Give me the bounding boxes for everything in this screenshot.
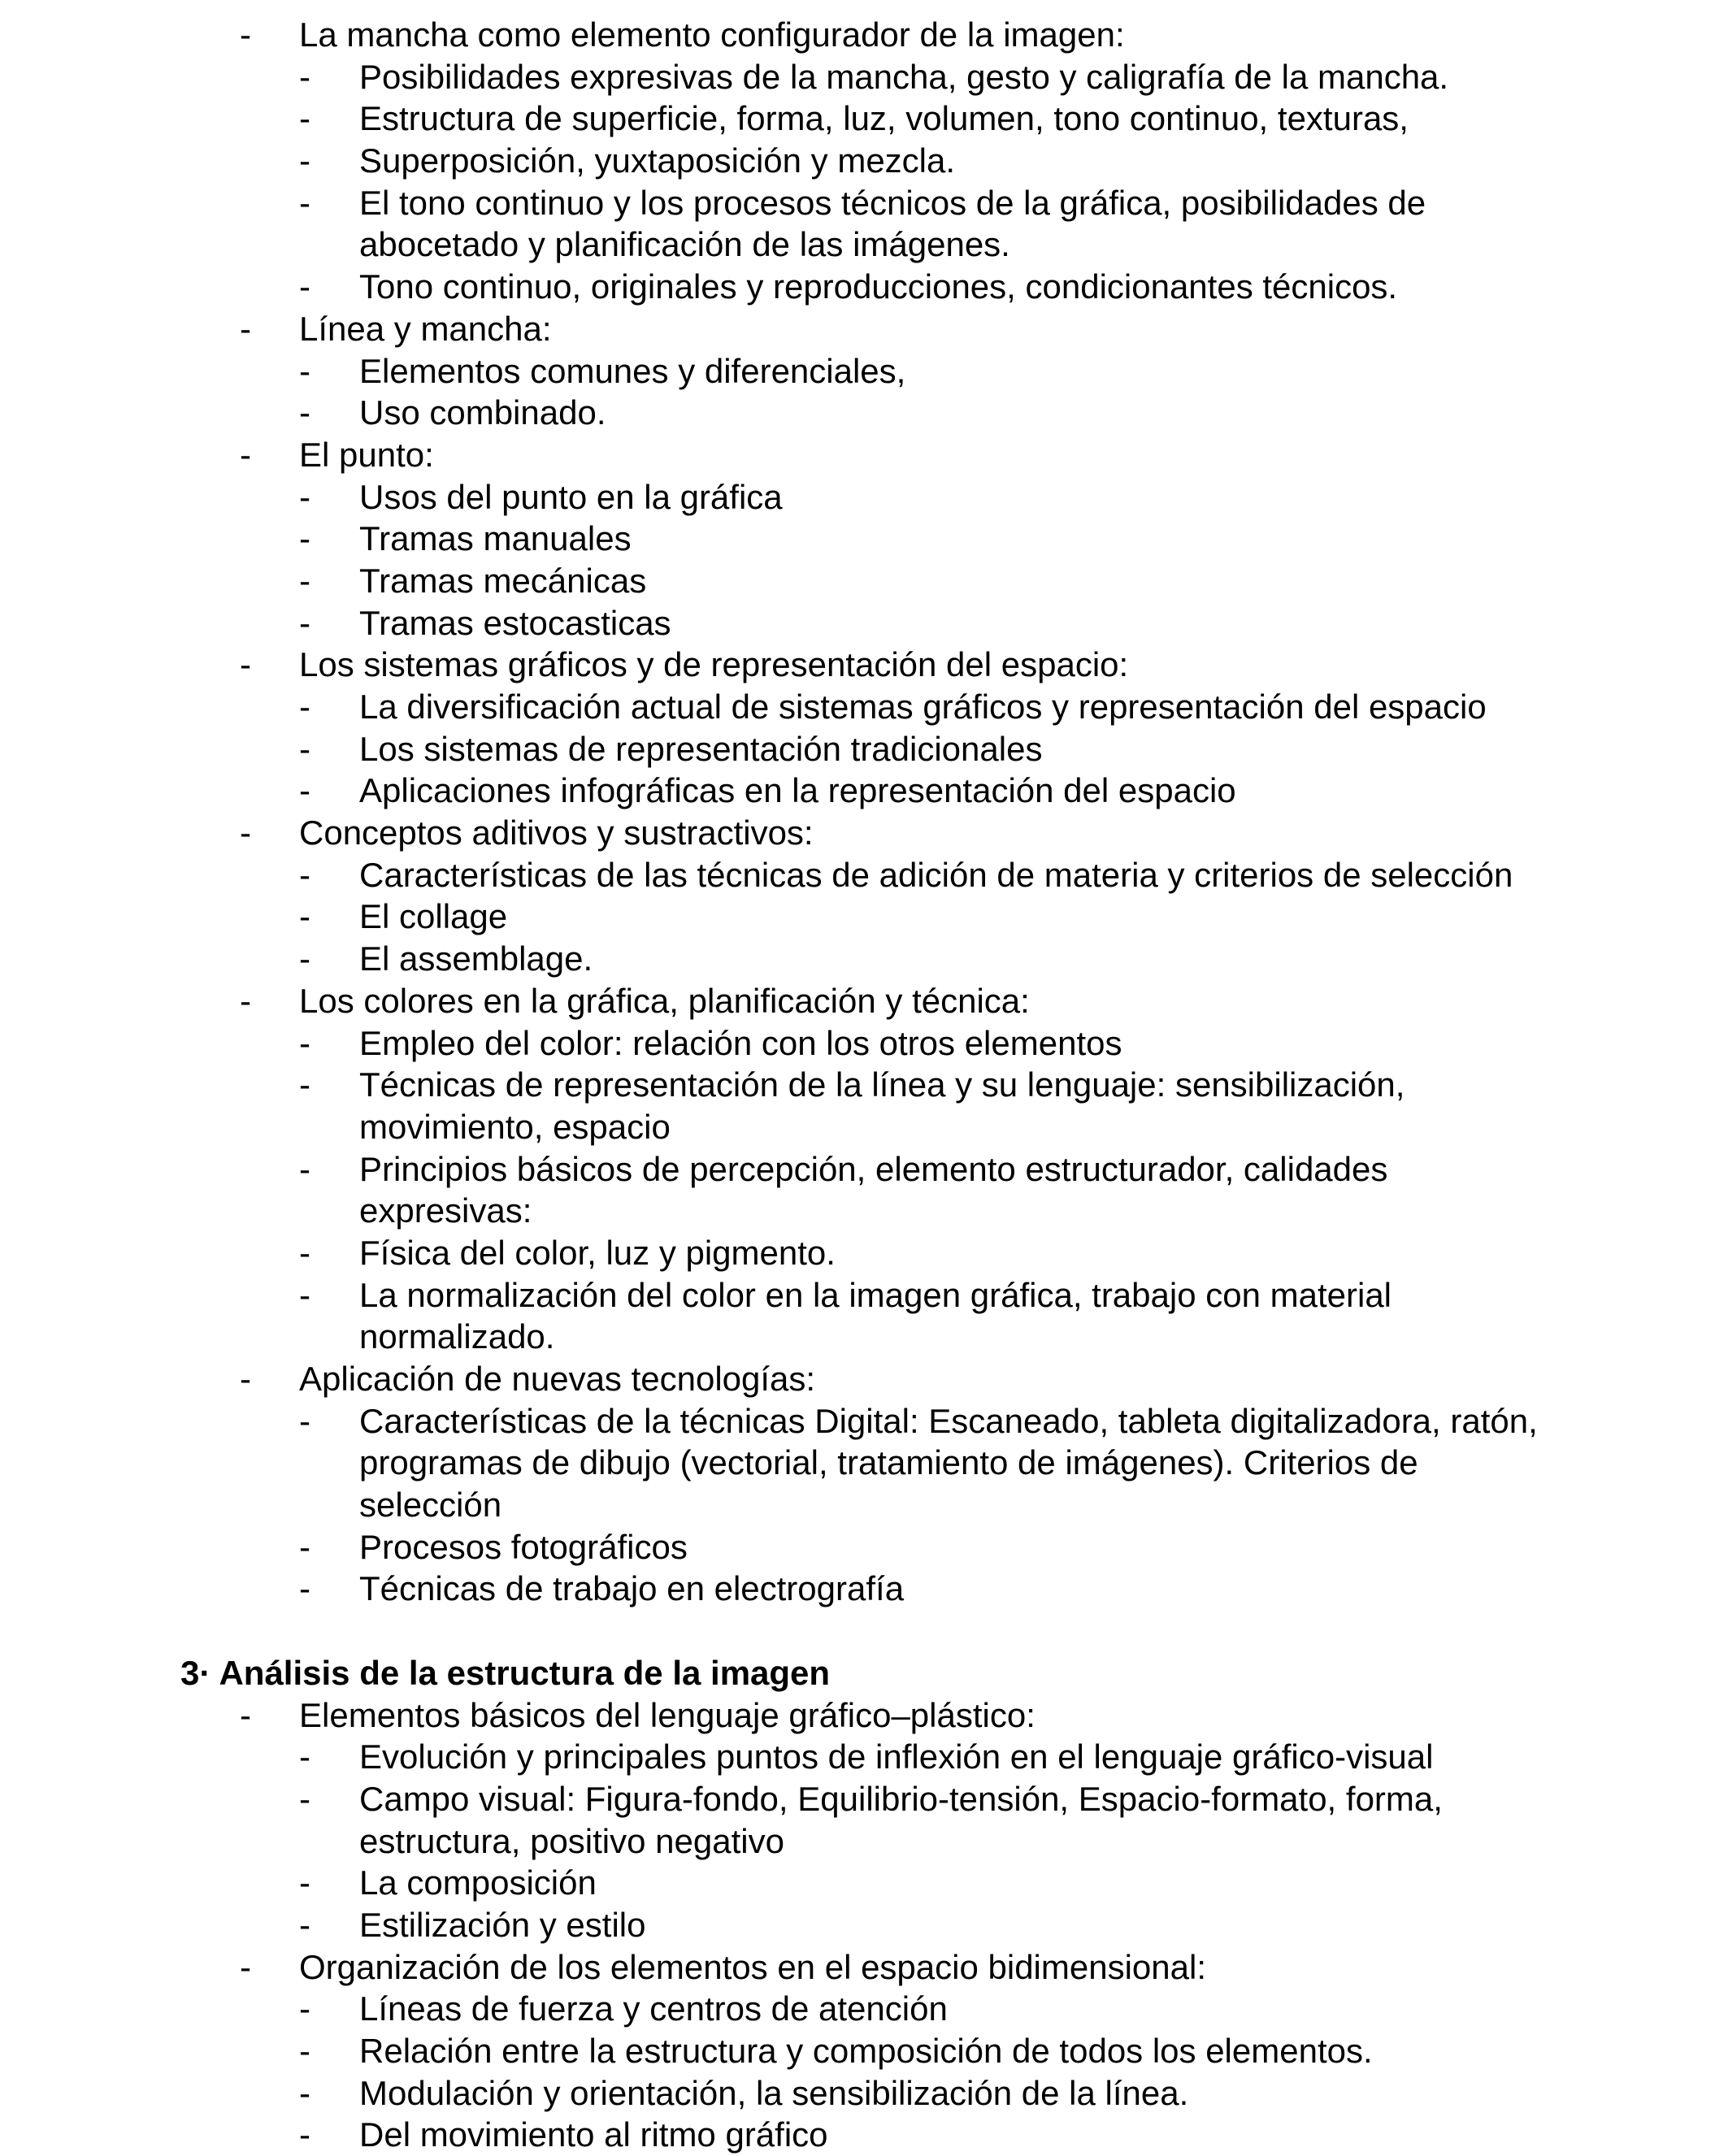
sub-list-item-text: Elementos comunes y diferenciales, (359, 351, 906, 390)
list-item-text: Los sistemas gráficos y de representación del espacio: (299, 645, 1129, 684)
sub-list-item (0, 476, 1728, 518)
sub-list-item-text: El assemblage. (359, 939, 593, 978)
list-item (0, 14, 1728, 56)
sub-list-item-text: Los sistemas de representación tradicionales (359, 729, 1043, 768)
list-item-continuation (0, 1190, 1728, 1232)
list-item (0, 644, 1728, 686)
sub-list-item (0, 1862, 1728, 1904)
bullet-dash: - (299, 1779, 310, 1818)
sub-list-item (0, 2114, 1728, 2156)
sub-list-item-text: Usos del punto en la gráfica (359, 477, 783, 516)
bullet-dash: - (299, 183, 310, 222)
bullet-dash: - (299, 1527, 310, 1566)
sub-list-item (0, 938, 1728, 980)
sub-list-item (0, 1022, 1728, 1065)
sub-list-item-text: Tramas manuales (359, 519, 632, 558)
sub-list-item (0, 560, 1728, 602)
sub-list-item (0, 2030, 1728, 2072)
bullet-dash: - (299, 1863, 310, 1902)
list-item-continuation-text: programas de dibujo (vectorial, tratamiento de imágenes). Criterios de (359, 1443, 1418, 1482)
sub-list-item-text: Características de la técnicas Digital: Escaneado, tableta digitalizadora, ratón, (359, 1401, 1538, 1440)
sub-list-item (0, 1400, 1728, 1442)
list-item (0, 308, 1728, 350)
sub-list-item-text: Procesos fotográficos (359, 1527, 688, 1566)
list-item-continuation-text: selección (359, 1486, 502, 1525)
sub-list-item-text: Uso combinado. (359, 393, 606, 432)
sub-list-item (0, 1064, 1728, 1106)
sub-list-item-text: Tramas mecánicas (359, 561, 647, 600)
sub-list-item (0, 1526, 1728, 1568)
bullet-dash: - (240, 645, 251, 684)
list-item-continuation-text: abocetado y planificación de las imágenes. (359, 225, 1010, 264)
list-item-continuation (0, 1484, 1728, 1526)
list-item-text: Aplicación de nuevas tecnologías: (299, 1360, 816, 1398)
sub-list-item-text: Física del color, luz y pigmento. (359, 1233, 836, 1272)
sub-list-item-text: Modulación y orientación, la sensibilización de la línea. (359, 2073, 1189, 2112)
sub-list-item-text: Técnicas de representación de la línea y su lenguaje: sensibilización, (359, 1065, 1405, 1104)
sub-list-item-text: Campo visual: Figura-fondo, Equilibrio-tensión, Espacio-formato, forma, (359, 1779, 1443, 1818)
sub-list-item-text: Estilización y estilo (359, 1905, 646, 1944)
sub-list-item-text: Posibilidades expresivas de la mancha, gesto y caligrafía de la mancha. (359, 57, 1449, 96)
bullet-dash: - (299, 561, 310, 600)
sub-list-item-text: Evolución y principales puntos de inflexión en el lenguaje gráfico-visual (359, 1737, 1434, 1776)
sub-list-item (0, 140, 1728, 182)
sub-list-item (0, 1274, 1728, 1317)
bullet-dash: - (299, 688, 310, 726)
bullet-dash: - (299, 2115, 310, 2154)
sub-list-item-text: La composición (359, 1863, 597, 1902)
sub-list-item (0, 350, 1728, 393)
sub-list-item (0, 1568, 1728, 1610)
bullet-dash: - (299, 477, 310, 516)
document-page (0, 14, 1728, 2156)
sub-list-item (0, 182, 1728, 224)
sub-list-item-text: Líneas de fuerza y centros de atención (359, 1989, 948, 2028)
sub-list-item (0, 770, 1728, 812)
sub-list-item (0, 1736, 1728, 1778)
bullet-dash: - (299, 1737, 310, 1776)
list-item-continuation-text: estructura, positivo negativo (359, 1821, 784, 1860)
sub-list-item (0, 1232, 1728, 1274)
list-item-text: Conceptos aditivos y sustractivos: (299, 813, 814, 852)
sub-list-item-text: El tono continuo y los procesos técnicos de la gráfica, posibilidades de (359, 183, 1426, 222)
bullet-dash: - (299, 267, 310, 306)
list-item-text: Línea y mancha: (299, 309, 552, 348)
sub-list-item-text: Estructura de superficie, forma, luz, volumen, tono continuo, texturas, (359, 99, 1409, 138)
section-heading-text: 3· Análisis de la estructura de la imagen (180, 1653, 831, 1692)
sub-list-item-text: Tramas estocasticas (359, 603, 671, 642)
section-heading (0, 1652, 1728, 1694)
sub-list-item (0, 56, 1728, 98)
sub-list-item (0, 602, 1728, 644)
bullet-dash: - (299, 1065, 310, 1104)
list-item-text: La mancha como elemento configurador de la imagen: (299, 15, 1125, 54)
sub-list-item-text: Características de las técnicas de adición de materia y criterios de selección (359, 855, 1513, 894)
list-item-text: Organización de los elementos en el espacio bidimensional: (299, 1947, 1206, 1986)
sub-list-item (0, 728, 1728, 770)
sub-list-item-text: El collage (359, 897, 508, 936)
sub-list-item-text: La diversificación actual de sistemas gráficos y representación del espacio (359, 688, 1487, 726)
bullet-dash: - (299, 2073, 310, 2112)
bullet-dash: - (240, 981, 251, 1020)
bullet-dash: - (299, 519, 310, 558)
bullet-dash: - (299, 57, 310, 96)
sub-list-item (0, 98, 1728, 140)
list-item-text: Los colores en la gráfica, planificación y técnica: (299, 981, 1030, 1020)
bullet-dash: - (299, 393, 310, 432)
list-item-continuation-text: movimiento, espacio (359, 1107, 671, 1146)
sub-list-item (0, 1904, 1728, 1946)
list-item-continuation (0, 223, 1728, 266)
bullet-dash: - (299, 1401, 310, 1440)
list-item (0, 812, 1728, 854)
sub-list-item (0, 2072, 1728, 2115)
bullet-dash: - (299, 1569, 310, 1608)
bullet-dash: - (240, 1360, 251, 1398)
list-item (0, 434, 1728, 476)
bullet-dash: - (299, 1275, 310, 1314)
sub-list-item-text: La normalización del color en la imagen gráfica, trabajo con material (359, 1275, 1392, 1314)
bullet-dash: - (299, 729, 310, 768)
list-item (0, 1694, 1728, 1737)
bullet-dash: - (299, 1233, 310, 1272)
sub-list-item-text: Del movimiento al ritmo gráfico (359, 2115, 828, 2154)
bullet-dash: - (299, 939, 310, 978)
sub-list-item (0, 266, 1728, 308)
bullet-dash: - (240, 813, 251, 852)
sub-list-item-text: Principios básicos de percepción, elemento estructurador, calidades (359, 1149, 1388, 1188)
bullet-dash: - (240, 435, 251, 474)
list-item-text: Elementos básicos del lenguaje gráfico–plástico: (299, 1695, 1035, 1734)
bullet-dash: - (299, 1905, 310, 1944)
list-item-continuation (0, 1442, 1728, 1484)
bullet-dash: - (299, 771, 310, 810)
bullet-dash: - (240, 1947, 251, 1986)
bullet-dash: - (240, 309, 251, 348)
list-item-continuation-text: normalizado. (359, 1317, 555, 1356)
sub-list-item-text: Tono continuo, originales y reproducciones, condicionantes técnicos. (359, 267, 1398, 306)
sub-list-item (0, 1988, 1728, 2030)
sub-list-item (0, 518, 1728, 560)
list-item-continuation (0, 1316, 1728, 1358)
bullet-dash: - (299, 1023, 310, 1062)
bullet-dash: - (299, 897, 310, 936)
sub-list-item (0, 1778, 1728, 1820)
bullet-dash: - (299, 1149, 310, 1188)
sub-list-item-text: Empleo del color: relación con los otros elementos (359, 1023, 1122, 1062)
sub-list-item (0, 686, 1728, 728)
list-item (0, 1946, 1728, 1989)
bullet-dash: - (299, 855, 310, 894)
list-item-continuation-text: expresivas: (359, 1191, 532, 1230)
bullet-dash: - (240, 15, 251, 54)
spacer (0, 1610, 1728, 1652)
list-item-continuation (0, 1820, 1728, 1863)
list-item-text: El punto: (299, 435, 434, 474)
bullet-dash: - (299, 99, 310, 138)
sub-list-item (0, 854, 1728, 896)
bullet-dash: - (299, 1989, 310, 2028)
sub-list-item-text: Superposición, yuxtaposición y mezcla. (359, 141, 956, 180)
list-item (0, 980, 1728, 1022)
sub-list-item (0, 1148, 1728, 1191)
list-item (0, 1358, 1728, 1400)
sub-list-item-text: Aplicaciones infográficas en la representación del espacio (359, 771, 1236, 810)
sub-list-item (0, 896, 1728, 938)
sub-list-item (0, 392, 1728, 434)
bullet-dash: - (299, 141, 310, 180)
bullet-dash: - (299, 603, 310, 642)
bullet-dash: - (299, 2032, 310, 2070)
sub-list-item-text: Relación entre la estructura y composición de todos los elementos. (359, 2032, 1373, 2070)
bullet-dash: - (240, 1695, 251, 1734)
bullet-dash: - (299, 351, 310, 390)
list-item-continuation (0, 1106, 1728, 1148)
sub-list-item-text: Técnicas de trabajo en electrografía (359, 1569, 905, 1608)
